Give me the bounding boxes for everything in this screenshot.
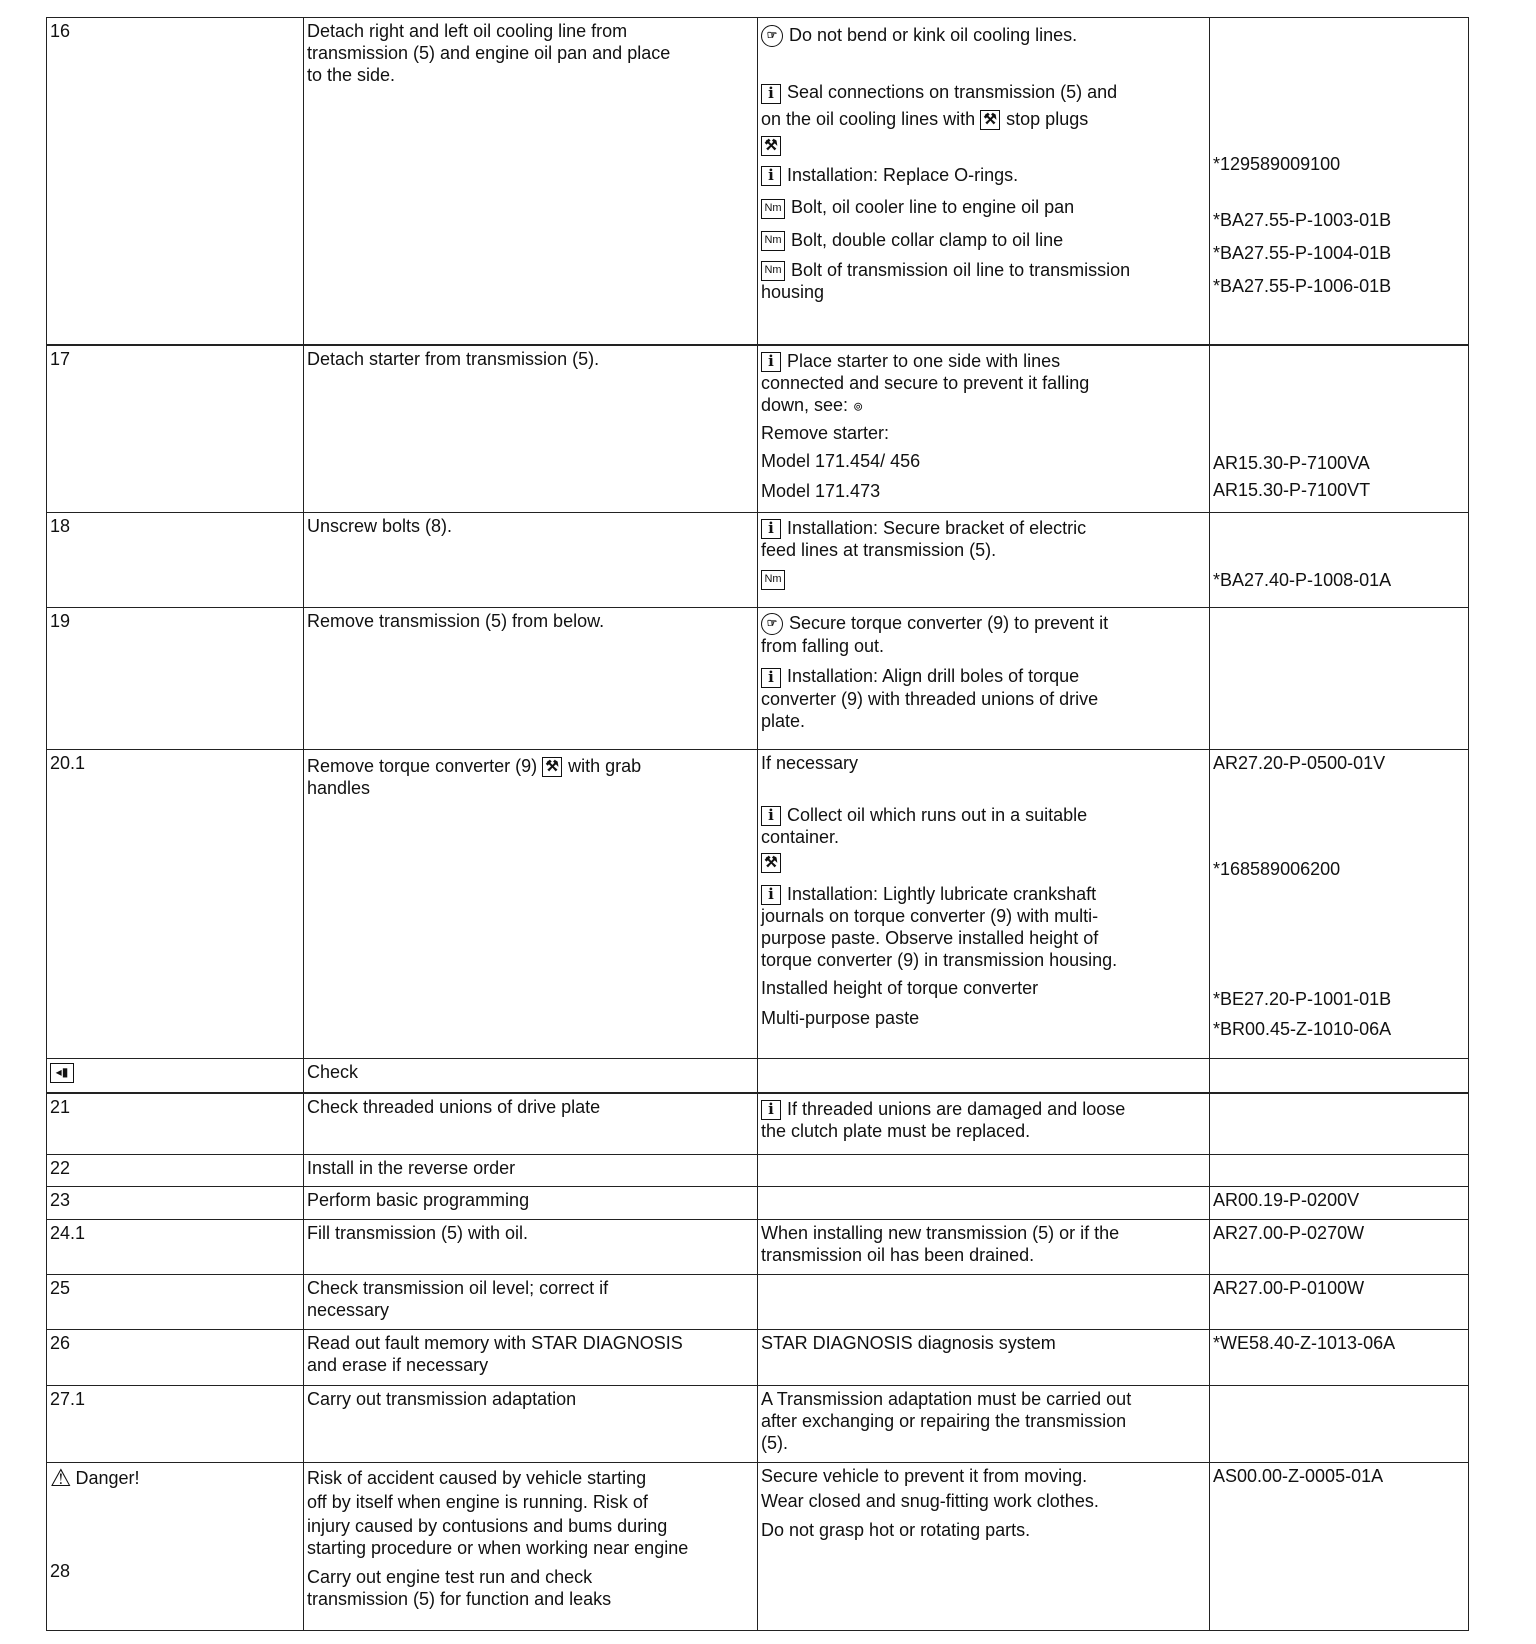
reference-link[interactable]: AR27.20-P-0500-01V <box>1213 753 1386 773</box>
check-marker-icon: ◂▮ <box>50 1063 74 1083</box>
reference-cell <box>1210 1330 1469 1386</box>
reference-cell <box>1210 18 1469 345</box>
table-row <box>47 1330 1469 1386</box>
step-number: 20.1 <box>47 750 304 1059</box>
reference-cell <box>1210 1155 1469 1187</box>
reference-cell <box>1210 1463 1469 1631</box>
special-tool-icon: ⚒ <box>542 757 562 777</box>
action-cell <box>304 18 758 345</box>
special-tool-icon: ⚒ <box>761 136 781 156</box>
info-icon: i <box>761 885 781 905</box>
info-icon: i <box>761 806 781 826</box>
reference-cell <box>1210 1220 1469 1275</box>
reference-link[interactable]: *BA27.55-P-1004-01B <box>1213 243 1392 263</box>
action-cell: Check transmission oil level; correct if necessary <box>304 1275 758 1330</box>
reference-link[interactable]: *BE27.20-P-1001-01B <box>1213 989 1392 1009</box>
reference-link[interactable]: AR27.00-P-0270W <box>1213 1223 1365 1243</box>
reference-cell <box>1210 608 1469 750</box>
action-text: to the side. <box>307 65 396 85</box>
caution-icon: ☞ <box>761 25 783 47</box>
step-number: 17 <box>47 345 304 513</box>
step-number: 16 <box>47 18 304 345</box>
reference-cell <box>1210 345 1469 513</box>
reference-link[interactable]: AR00.19-P-0200V <box>1213 1190 1360 1210</box>
reference-link[interactable]: *BA27.55-P-1006-01B <box>1213 276 1392 296</box>
reference-link[interactable]: AR15.30-P-7100VT <box>1213 479 1371 500</box>
danger-label: Danger! <box>75 1468 140 1488</box>
step-number: 23 <box>47 1187 304 1220</box>
info-icon: i <box>761 668 781 688</box>
table-row <box>47 608 1469 750</box>
reference-cell <box>1210 1386 1469 1463</box>
table-row <box>47 1093 1469 1155</box>
step-number: 24.1 <box>47 1220 304 1275</box>
notes-cell: i If threaded unions are damaged and loose the clutch plate must be replaced. <box>758 1093 1210 1155</box>
table-row <box>47 1059 1469 1093</box>
special-tool-icon: ⚒ <box>761 853 781 873</box>
notes-cell <box>758 1187 1210 1220</box>
reference-link[interactable]: AR27.00-P-0100W <box>1213 1278 1365 1298</box>
step-number: 21 <box>47 1093 304 1155</box>
table-row <box>47 345 1469 513</box>
notes-cell: i Installation: Secure bracket of electric feed lines at transmission (5). Nm <box>758 513 1210 608</box>
notes-cell: Secure vehicle to prevent it from moving. Wear closed and snug-fitting work clothes. Do not grasp hot or rotating parts. <box>758 1463 1210 1631</box>
reference-cell <box>1210 1275 1469 1330</box>
notes-cell: When installing new transmission (5) or if the transmission oil has been drained. <box>758 1220 1210 1275</box>
action-cell: Check threaded unions of drive plate <box>304 1093 758 1155</box>
step-number: 26 <box>47 1330 304 1386</box>
reference-cell <box>1210 750 1469 1059</box>
action-cell: Fill transmission (5) with oil. <box>304 1220 758 1275</box>
info-icon: i <box>761 84 781 104</box>
action-cell: Remove transmission (5) from below. <box>304 608 758 750</box>
action-cell: Remove torque converter (9) ⚒ with grab handles <box>304 750 758 1059</box>
action-cell: Check <box>304 1059 758 1093</box>
reference-cell <box>1210 1093 1469 1155</box>
link-icon[interactable]: ⊚ <box>853 399 864 413</box>
torque-icon: Nm <box>761 261 785 281</box>
notes-cell: STAR DIAGNOSIS diagnosis system <box>758 1330 1210 1386</box>
reference-link[interactable]: AS00.00-Z-0005-01A <box>1213 1466 1384 1486</box>
table-row <box>47 1463 1469 1631</box>
step-number: 18 <box>47 513 304 608</box>
notes-cell: If necessary i Collect oil which runs out in a suitable container. ⚒ i Installation: Lightly lubricate crankshaft journals on torque converter (9) with multi- purpose paste. Observe installed height of torque converter (9) in transmission housing. Installed height of torque converter Multi-purpose paste <box>758 750 1210 1059</box>
action-cell: Install in the reverse order <box>304 1155 758 1187</box>
reference-link[interactable]: *WE58.40-Z-1013-06A <box>1213 1333 1396 1353</box>
table-row <box>47 1155 1469 1187</box>
step-number: 25 <box>47 1275 304 1330</box>
action-text: Detach right and left oil cooling line from <box>307 21 628 41</box>
table-row <box>47 513 1469 608</box>
step-number: 22 <box>47 1155 304 1187</box>
info-icon: i <box>761 352 781 372</box>
caution-icon: ☞ <box>761 613 783 635</box>
info-icon: i <box>761 1100 781 1120</box>
table-row <box>47 1386 1469 1463</box>
notes-cell <box>758 1059 1210 1093</box>
reference-cell <box>1210 513 1469 608</box>
notes-cell: ☞ Do not bend or kink oil cooling lines. i Seal connections on transmission (5) and on the oil cooling lines with ⚒ stop plugs ⚒ i Installation: Replace O-rings. Nm Bolt, oil cooler line to engine oil pan Nm Bolt, double collar clamp to oil line Nm Bolt of transmission oil line to transmission housing <box>758 18 1210 345</box>
table-row <box>47 1187 1469 1220</box>
table-row <box>47 18 1469 345</box>
reference-link[interactable]: *BA27.55-P-1003-01B <box>1213 210 1392 230</box>
action-cell: Risk of accident caused by vehicle starting off by itself when engine is running. Risk of injury caused by contusions and bums during starting procedure or when working near engine Carry out engine test run and check transmission (5) for function and leaks <box>304 1463 758 1631</box>
action-cell: Read out fault memory with STAR DIAGNOSIS and erase if necessary <box>304 1330 758 1386</box>
action-text: transmission (5) and engine oil pan and place <box>307 43 671 63</box>
step-number: 27.1 <box>47 1386 304 1463</box>
table-row <box>47 1220 1469 1275</box>
special-tool-icon: ⚒ <box>980 110 1000 130</box>
torque-icon: Nm <box>761 570 785 590</box>
action-cell: Detach starter from transmission (5). <box>304 345 758 513</box>
action-cell: Perform basic programming <box>304 1187 758 1220</box>
step-number <box>47 1059 304 1093</box>
reference-link[interactable]: AR15.30-P-7100VA <box>1213 452 1370 473</box>
reference-cell <box>1210 1187 1469 1220</box>
reference-link[interactable]: *BA27.40-P-1008-01A <box>1213 570 1392 590</box>
torque-icon: Nm <box>761 199 785 219</box>
reference-link[interactable]: *129589009100 <box>1213 154 1341 174</box>
notes-cell: ☞ Secure torque converter (9) to prevent it from falling out. i Installation: Align drill boles of torque converter (9) with threaded unions of drive plate. <box>758 608 1210 750</box>
torque-icon: Nm <box>761 231 785 251</box>
notes-cell: i Place starter to one side with lines connected and secure to prevent it falling down, see: ⊚ Remove starter: Model 171.454/ 456 Model 171.473 <box>758 345 1210 513</box>
action-cell: Unscrew bolts (8). <box>304 513 758 608</box>
notes-cell: A Transmission adaptation must be carried out after exchanging or repairing the transmission (5). <box>758 1386 1210 1463</box>
step-number: ⚠ Danger! 28 <box>47 1463 304 1631</box>
info-icon: i <box>761 166 781 186</box>
notes-cell <box>758 1155 1210 1187</box>
action-cell: Carry out transmission adaptation <box>304 1386 758 1463</box>
procedure-table <box>46 17 1469 1631</box>
reference-link[interactable]: *BR00.45-Z-1010-06A <box>1213 1019 1392 1039</box>
table-row <box>47 1275 1469 1330</box>
warning-icon: ⚠ <box>50 1465 72 1493</box>
notes-cell <box>758 1275 1210 1330</box>
step-number: 19 <box>47 608 304 750</box>
reference-cell <box>1210 1059 1469 1093</box>
info-icon: i <box>761 519 781 539</box>
reference-link[interactable]: *168589006200 <box>1213 859 1341 879</box>
table-row <box>47 750 1469 1059</box>
